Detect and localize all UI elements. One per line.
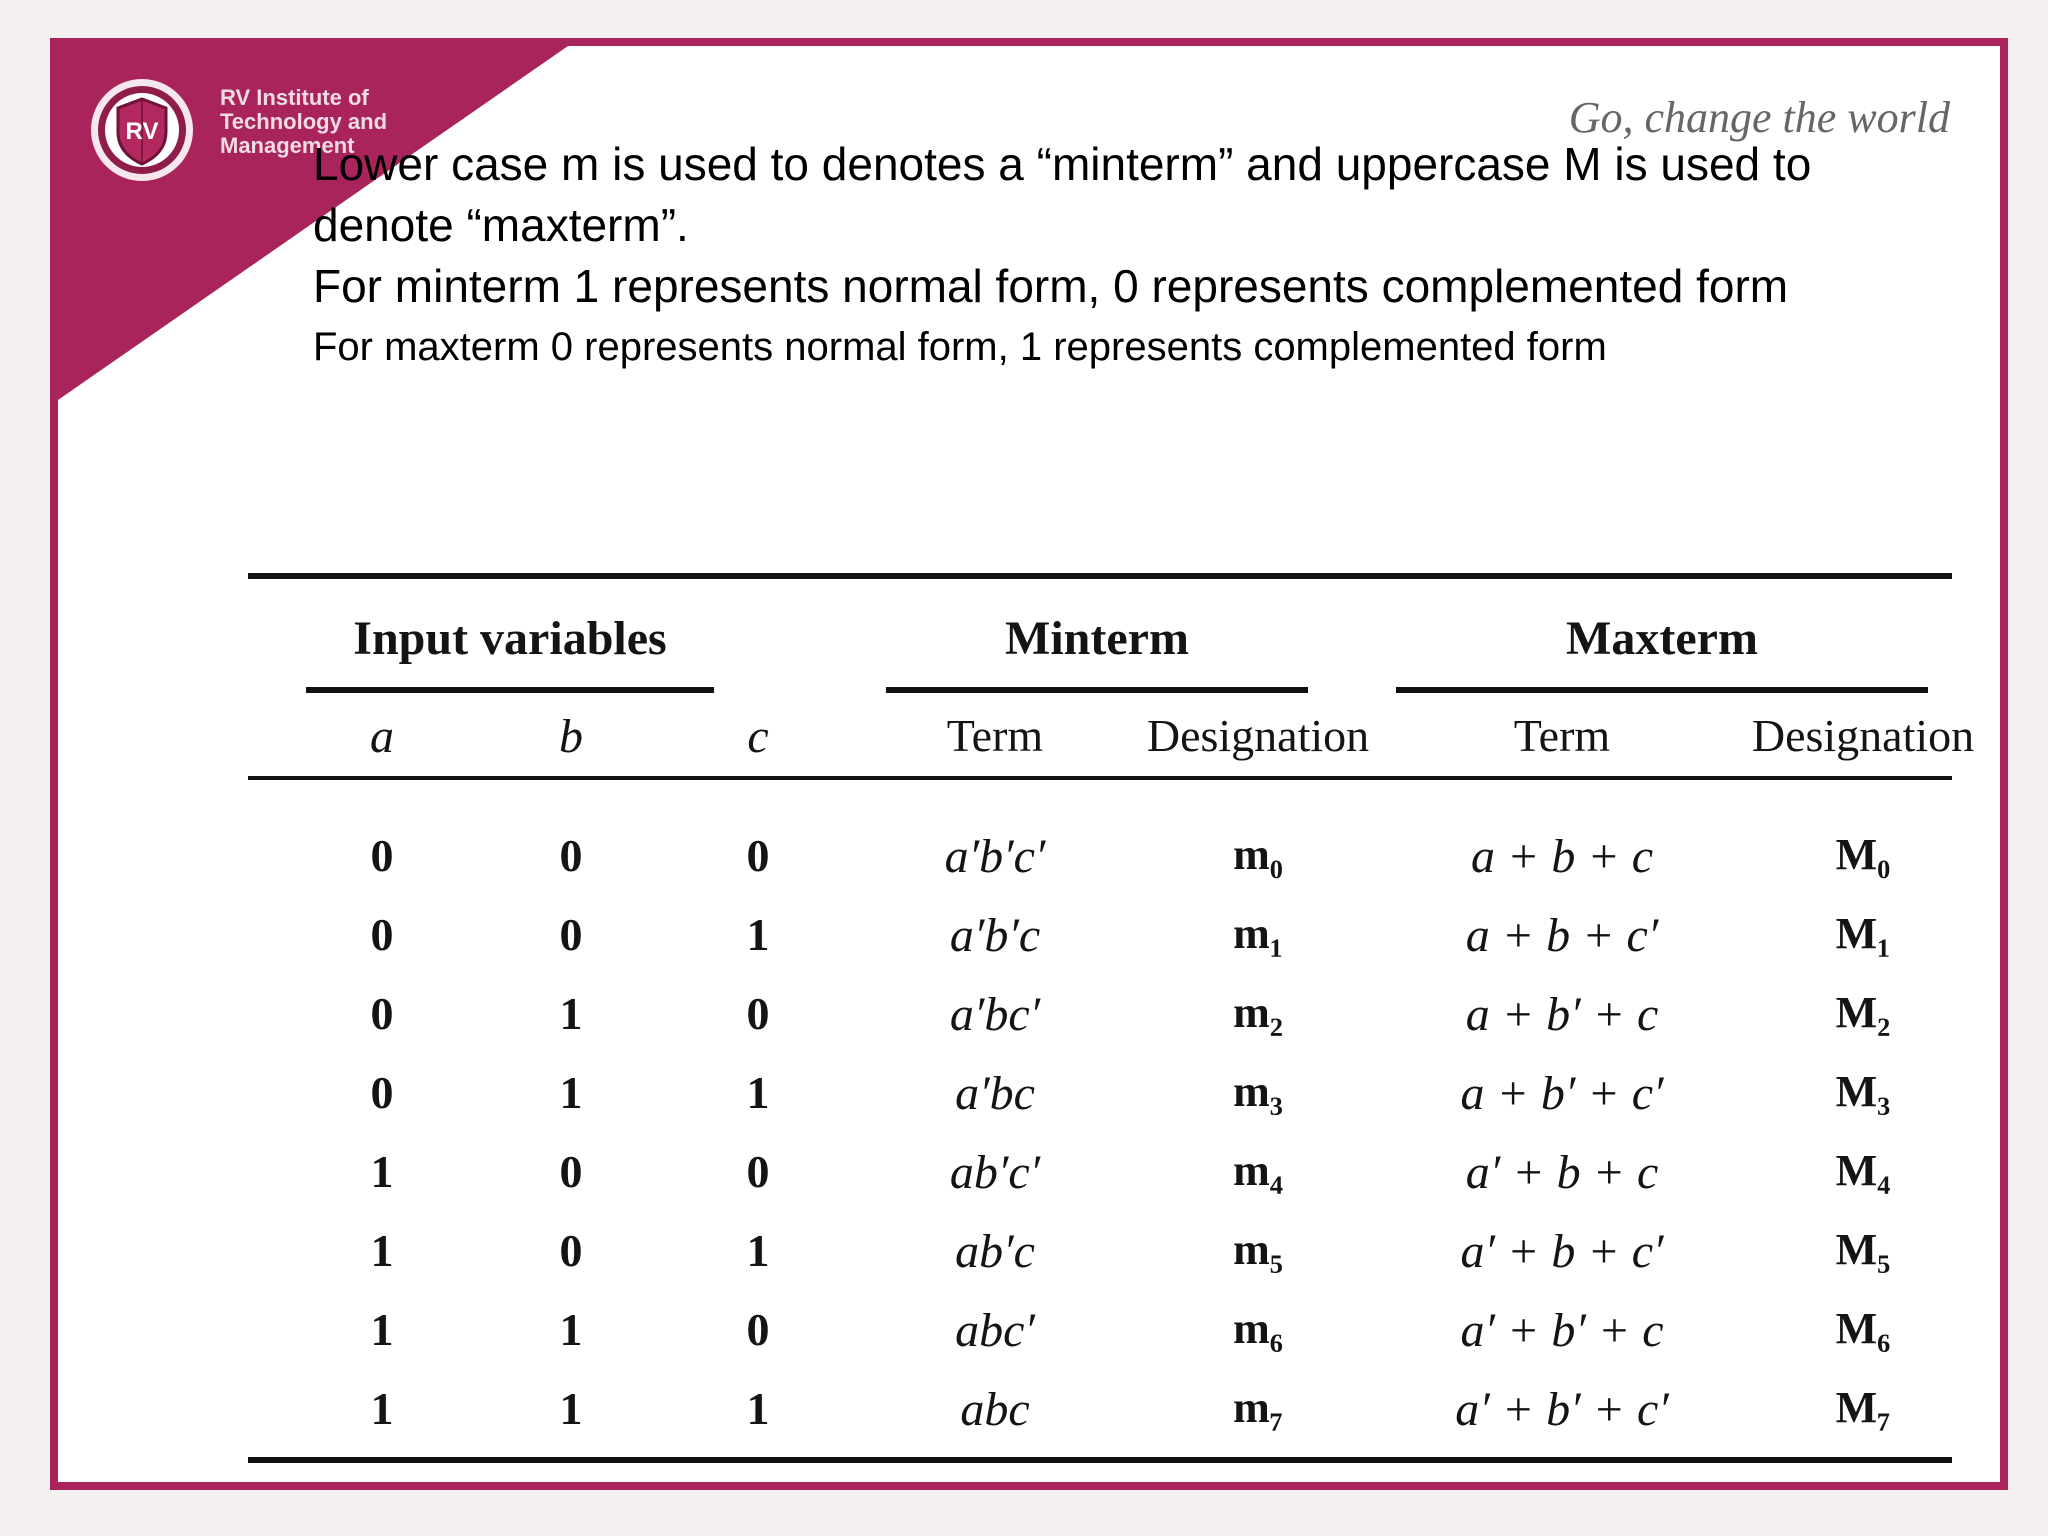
table-cell: a + b + c: [1470, 830, 1654, 883]
table-cell: 1: [746, 1225, 770, 1276]
table-cell: 0: [370, 909, 394, 960]
table-cell: m₄: [1233, 1146, 1283, 1195]
table-cell: M₆: [1835, 1304, 1891, 1353]
table-cell: 0: [559, 1225, 583, 1276]
rv-shield-logo-icon: [88, 76, 196, 184]
table-cell: 1: [370, 1383, 394, 1434]
table-cell: a′bc: [955, 1067, 1035, 1120]
table-cell: a + b + c′: [1465, 909, 1659, 962]
column-header-c: c: [747, 710, 769, 763]
table-cell: 1: [370, 1146, 394, 1197]
table-cell: M₃: [1835, 1067, 1891, 1116]
table-cell: 1: [746, 1067, 770, 1118]
slide-body: [313, 134, 1913, 375]
table-cell: M₇: [1835, 1383, 1891, 1432]
body-line-1: Lower case m is used to denotes a “minterm” and uppercase M is used to denote “maxterm”.: [313, 138, 1812, 251]
table-cell: a + b′ + c: [1465, 988, 1659, 1041]
table-cell: 0: [559, 1146, 583, 1197]
table-cell: 1: [370, 1304, 394, 1355]
column-header-b: b: [559, 710, 583, 763]
table-cell: 0: [559, 909, 583, 960]
minterm-maxterm-table: [248, 523, 1975, 1473]
table-cell: m₀: [1233, 830, 1283, 879]
group-rule-maxterm: [1396, 687, 1928, 693]
table-cell: 0: [370, 830, 394, 881]
table-cell: a′b′c′: [944, 830, 1046, 883]
table-cell: M₄: [1835, 1146, 1891, 1195]
table-cell: a + b′ + c′: [1460, 1067, 1664, 1120]
table-cell: a′ + b + c′: [1460, 1225, 1664, 1278]
table-cell: 1: [746, 909, 770, 960]
table-cell: a′b′c: [949, 909, 1041, 962]
table-cell: 0: [746, 1304, 770, 1355]
table-cell: 0: [370, 988, 394, 1039]
group-rule-input-variables: [306, 687, 714, 693]
body-line-3: For maxterm 0 represents normal form, 1 represents complemented form: [313, 325, 1607, 369]
table-cell: 1: [370, 1225, 394, 1276]
table-cell: 1: [746, 1383, 770, 1434]
table-cell: 1: [559, 1383, 583, 1434]
institute-name-line: Technology and: [220, 109, 388, 134]
institute-logo: [88, 76, 196, 184]
table-cell: a′ + b + c: [1465, 1146, 1659, 1199]
tagline: Go, change the world: [1568, 93, 1950, 142]
table-cell: 1: [559, 1304, 583, 1355]
table-cell: M₅: [1835, 1225, 1891, 1274]
table-cell: m₂: [1233, 988, 1283, 1037]
table-cell: m₅: [1233, 1225, 1283, 1274]
table-bottom-rule: [248, 1457, 1952, 1463]
table-cell: a′bc′: [949, 988, 1041, 1041]
table-cell: ab′c′: [949, 1146, 1041, 1199]
group-header-minterm: Minterm: [1005, 612, 1189, 665]
table-cell: 1: [559, 1067, 583, 1118]
table-cell: 0: [746, 830, 770, 881]
table-cell: 1: [559, 988, 583, 1039]
column-header-minterm-designation: Designation: [1146, 710, 1370, 761]
table-cell: m₆: [1233, 1304, 1283, 1353]
table-cell: abc: [960, 1383, 1030, 1436]
group-header-maxterm: Maxterm: [1566, 612, 1758, 665]
column-header-maxterm-designation: Designation: [1751, 710, 1975, 761]
table-cell: M₁: [1835, 909, 1891, 958]
table-cell: abc′: [955, 1304, 1035, 1357]
column-header-a: a: [370, 710, 394, 763]
table-top-rule: [248, 573, 1952, 579]
group-rule-minterm: [886, 687, 1308, 693]
logo-text: RV: [125, 118, 159, 145]
table-cell: M₀: [1835, 830, 1891, 879]
column-header-minterm-term: Term: [946, 710, 1044, 761]
column-header-maxterm-term: Term: [1513, 710, 1611, 761]
table-cell: m₁: [1233, 909, 1283, 958]
table-cell: 0: [746, 1146, 770, 1197]
table-cell: 0: [559, 830, 583, 881]
table-cell: 0: [370, 1067, 394, 1118]
group-header-input-variables: Input variables: [353, 612, 667, 665]
table-cell: M₂: [1835, 988, 1891, 1037]
slide: [50, 38, 2008, 1490]
body-line-2: For minterm 1 represents normal form, 0 represents complemented form: [313, 260, 1789, 312]
table-cell: a′ + b′ + c: [1460, 1304, 1664, 1357]
institute-name-line: Management: [220, 133, 355, 158]
table-cell: m₃: [1233, 1067, 1283, 1116]
table-cell: a′ + b′ + c′: [1455, 1383, 1669, 1436]
table-header-rule: [248, 776, 1952, 780]
institute-name-line: RV Institute of: [220, 85, 369, 110]
table-cell: m₇: [1233, 1383, 1283, 1432]
table-cell: ab′c: [955, 1225, 1035, 1278]
table-cell: 0: [746, 988, 770, 1039]
